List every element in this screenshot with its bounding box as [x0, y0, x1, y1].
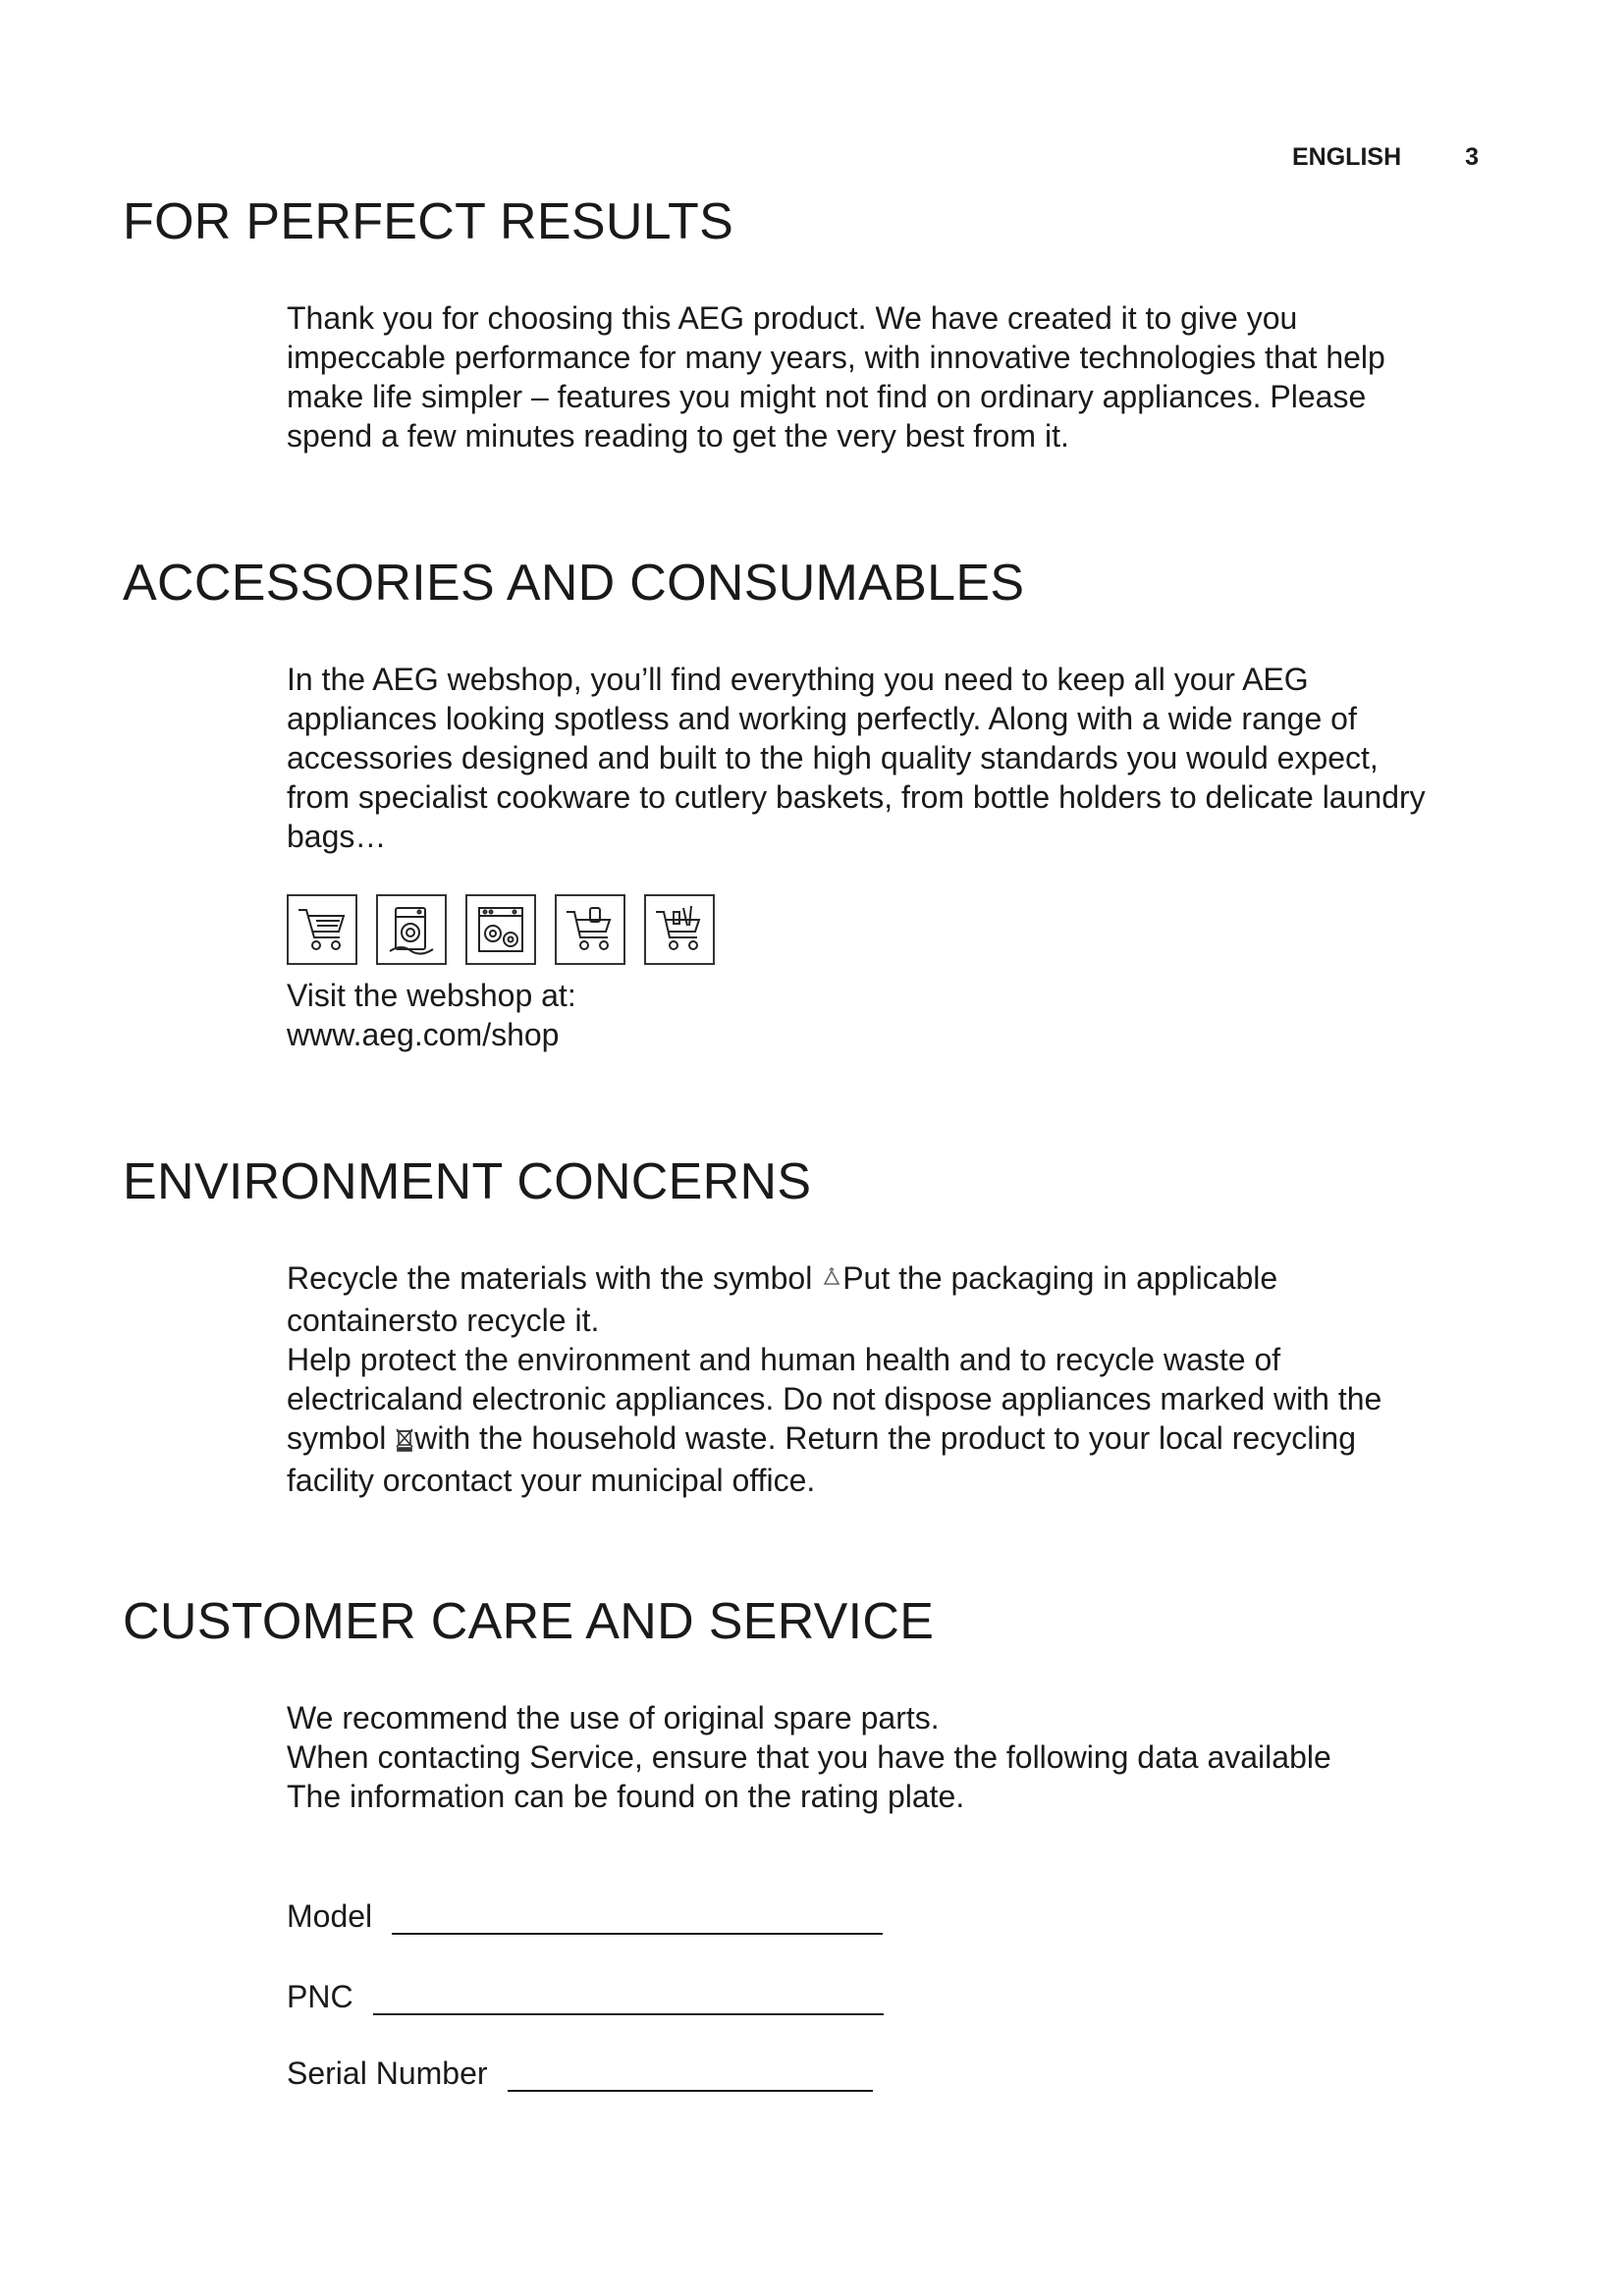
webshop-link[interactable]: www.aeg.com/shop	[287, 1017, 560, 1052]
text-line: Recycle the materials with the symbol Put the packaging in applicable	[287, 1258, 1504, 1301]
text-line: containersto recycle it.	[287, 1303, 600, 1338]
visit-label: Visit the webshop at:	[287, 978, 576, 1013]
model-blank-line	[392, 1903, 883, 1935]
webshop-icon-row	[287, 894, 715, 965]
customer-care-text	[287, 1698, 1504, 1816]
page-header	[1292, 143, 1479, 172]
text-line: make life simpler – features you might not find on ordinary appliances. Please	[287, 379, 1367, 414]
cooker-settings-icon	[465, 894, 536, 965]
pnc-field	[287, 1979, 884, 2015]
text-line: facility orcontact your municipal office.	[287, 1463, 816, 1498]
text-line: The information can be found on the rating plate.	[287, 1779, 965, 1814]
section-title-customer-care: CUSTOMER CARE AND SERVICE	[123, 1593, 935, 1650]
environment-text	[287, 1258, 1504, 1500]
perfect-results-text	[287, 298, 1504, 455]
cart-consumables-icon	[555, 894, 625, 965]
page-number: 3	[1465, 143, 1479, 171]
serial-field	[287, 2056, 873, 2092]
recycle-icon	[821, 1261, 842, 1301]
text-line: spend a few minutes reading to get the very best from it.	[287, 418, 1069, 454]
text-line: We recommend the use of original spare parts.	[287, 1700, 940, 1735]
webshop-visit	[287, 976, 1504, 1054]
weee-bin-icon	[395, 1421, 414, 1461]
text-line: Help protect the environment and human health and to recycle waste of	[287, 1342, 1281, 1377]
text-line: When contacting Service, ensure that you have the following data available	[287, 1739, 1331, 1775]
section-title-accessories: ACCESSORIES AND CONSUMABLES	[123, 555, 1025, 612]
section-title-environment: ENVIRONMENT CONCERNS	[123, 1153, 812, 1210]
text-line: from specialist cookware to cutlery baskets, from bottle holders to delicate laundry	[287, 779, 1426, 815]
model-field	[287, 1898, 883, 1935]
text-line: impeccable performance for many years, with innovative technologies that help	[287, 340, 1385, 375]
text-line: bags…	[287, 819, 387, 854]
cart-cleaning-icon	[644, 894, 715, 965]
text-line: accessories designed and built to the high quality standards you would expect,	[287, 740, 1379, 775]
section-title-perfect-results: FOR PERFECT RESULTS	[123, 193, 734, 250]
pnc-label: PNC	[287, 1979, 353, 2014]
text-line: In the AEG webshop, you’ll find everything you need to keep all your AEG	[287, 662, 1309, 697]
accessories-text	[287, 660, 1504, 856]
language-label: ENGLISH	[1292, 143, 1402, 171]
serial-label: Serial Number	[287, 2056, 488, 2091]
washing-machine-icon	[376, 894, 447, 965]
shopping-cart-icon	[287, 894, 357, 965]
text-line: electricaland electronic appliances. Do not dispose appliances marked with the	[287, 1381, 1382, 1416]
text-line: symbol with the household waste. Return the product to your local recycling	[287, 1418, 1504, 1461]
serial-blank-line	[508, 2060, 873, 2092]
pnc-blank-line	[373, 1984, 884, 2015]
text-line: Thank you for choosing this AEG product. We have created it to give you	[287, 300, 1298, 336]
text-line: appliances looking spotless and working perfectly. Along with a wide range of	[287, 701, 1357, 736]
model-label: Model	[287, 1898, 373, 1934]
